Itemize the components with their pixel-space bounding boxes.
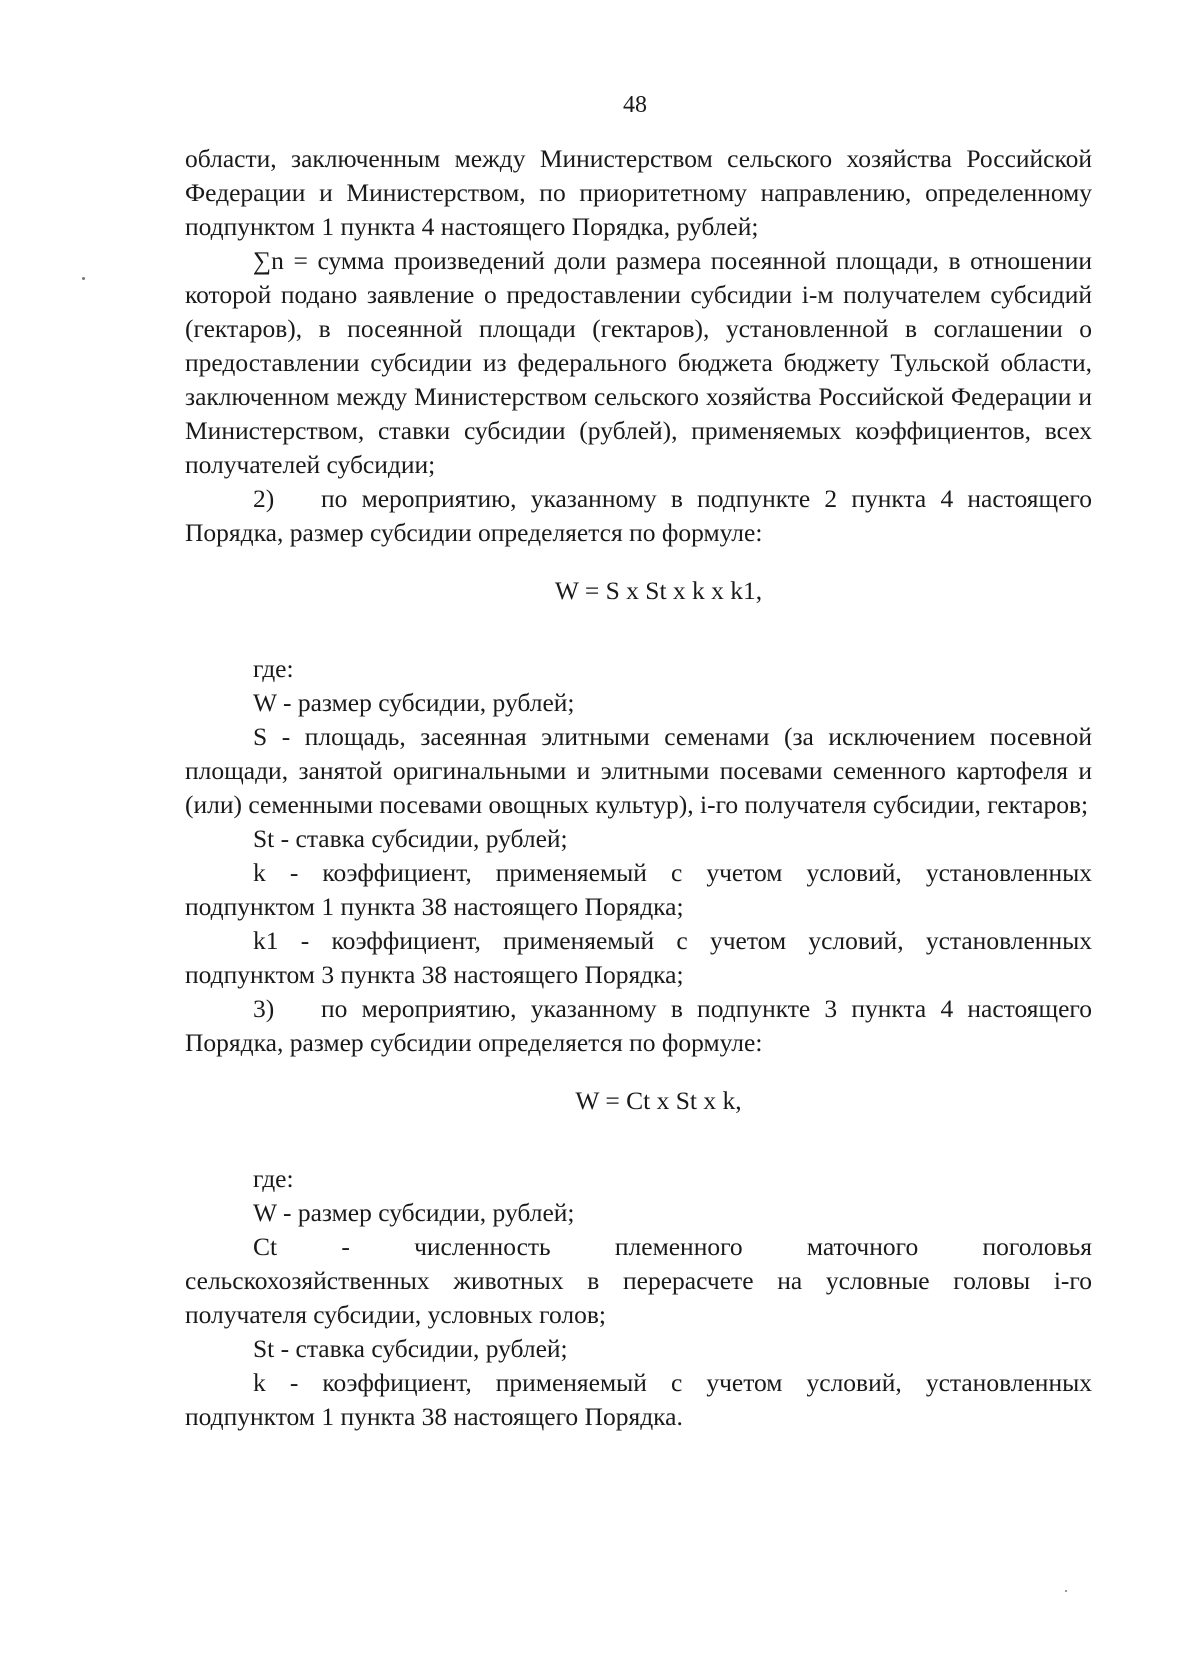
formula-1: W = S x St x k x k1, [554, 576, 763, 605]
scan-speck [1065, 1590, 1067, 1592]
scan-speck [82, 277, 85, 280]
ct-word: племенного [614, 1232, 743, 1261]
document-body [185, 142, 1092, 1434]
definition-k-1: k - коэффициент, применяемый с учетом условий, установленных подпунктом 1 пункта 38 настоящего Порядка; [185, 858, 1092, 921]
ct-word: численность [414, 1232, 551, 1261]
definition-k-2: k - коэффициент, применяемый с учетом условий, установленных подпунктом 1 пункта 38 настоящего Порядка. [185, 1368, 1092, 1431]
definition-w-2: W - размер субсидии, рублей; [253, 1198, 575, 1227]
definition-k1: k1 - коэффициент, применяемый с учетом условий, установленных подпунктом 3 пункта 38 настоящего Порядка; [185, 926, 1092, 989]
ct-word: поголовья [982, 1232, 1092, 1261]
list-item-2-text: по мероприятию, указанному в подпункте 2 пункта 4 настоящего Порядка, размер субсидии определяется по формуле: [185, 484, 1092, 547]
list-item-2-number: 2) [253, 484, 275, 513]
definition-ct-rest: сельскохозяйственных животных в перерасчете на условные головы i-го получателя субсидии, условных голов; [185, 1266, 1092, 1329]
ct-word: маточного [806, 1232, 919, 1261]
definition-st-1: St - ставка субсидии, рублей; [253, 824, 568, 853]
list-item-3-number: 3) [253, 994, 275, 1023]
paragraph-continuation: области, заключенным между Министерством сельского хозяйства Российской Федерации и Министерством, по приоритетному направлению, определенному подпунктом 1 пункта 4 настоящего Порядка, рублей; [185, 144, 1092, 241]
ct-word: Ct [253, 1232, 278, 1261]
formula-2: W = Ct x St x k, [575, 1086, 742, 1115]
list-item-3 [185, 992, 1092, 1060]
definition-st-2: St - ставка субсидии, рублей; [253, 1334, 568, 1363]
ct-word: - [341, 1232, 350, 1261]
definition-ct-first-line [185, 1230, 1092, 1264]
list-item-2 [185, 482, 1092, 550]
where-label-1: где: [253, 654, 294, 683]
paragraph-sum-definition: ∑n = сумма произведений доли размера посеянной площади, в отношении которой подано заявление о предоставлении субсидии i-м получателем субсидий (гектаров), в посеянной площади (гектаров), установленной в соглашении о предоставлении субсидии из федерального бюджета бюджету Тульской области, заключенном между Министерством сельского хозяйства Российской Федерации и Министерством, ставки субсидии (рублей), применяемых коэффициентов, всех получателей субсидии; [185, 246, 1092, 479]
definition-w-1: W - размер субсидии, рублей; [253, 688, 575, 717]
list-item-3-text: по мероприятию, указанному в подпункте 3 пункта 4 настоящего Порядка, размер субсидии определяется по формуле: [185, 994, 1092, 1057]
definition-s: S - площадь, засеянная элитными семенами (за исключением посевной площади, занятой оригинальными и элитными посевами семенного картофеля и (или) семенными посевами овощных культур), i-го получателя субсидии, гектаров; [185, 722, 1092, 819]
page-number: 48 [623, 92, 647, 118]
where-label-2: где: [253, 1164, 294, 1193]
